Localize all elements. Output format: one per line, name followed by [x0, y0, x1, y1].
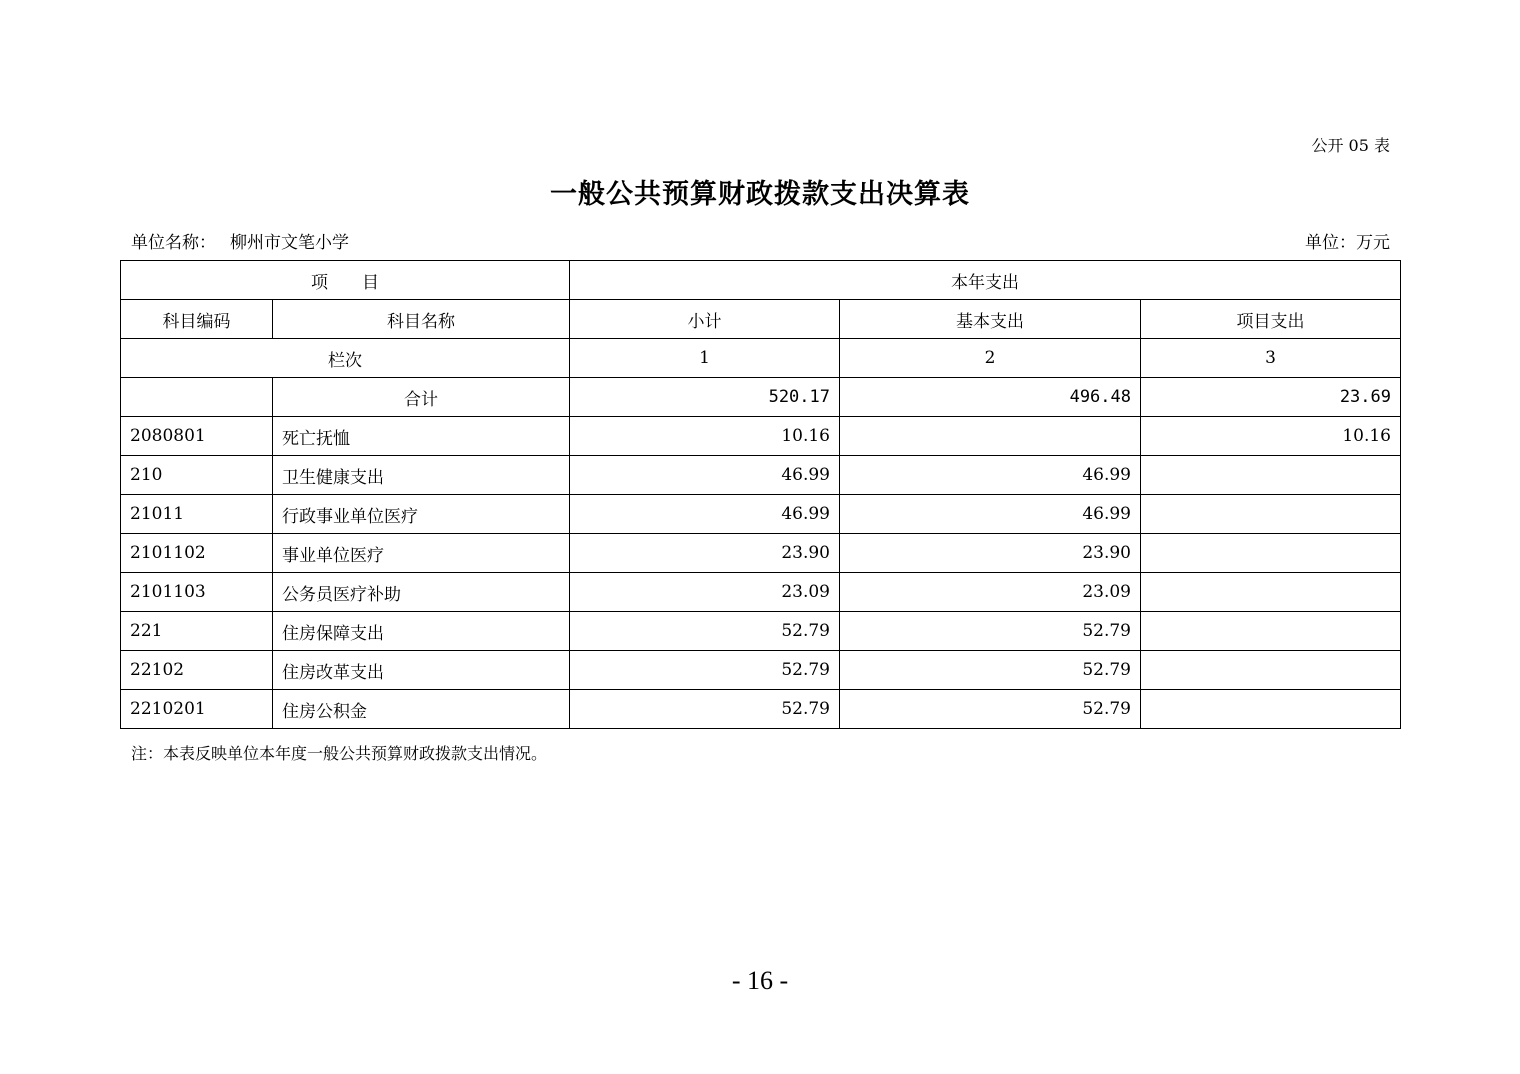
row-basic: 23.09	[840, 573, 1141, 612]
page-title: 一般公共预算财政拨款支出决算表	[550, 179, 970, 210]
total-code-cell	[121, 378, 273, 417]
row-code: 21011	[121, 495, 273, 534]
table-row	[121, 690, 1401, 729]
table-note: 注：本表反映单位本年度一般公共预算财政拨款支出情况。	[131, 744, 548, 763]
row-project: 10.16	[1141, 417, 1401, 456]
col-header-basic: 基本支出	[840, 300, 1141, 339]
row-subtotal: 52.79	[570, 690, 840, 729]
col-header-name: 科目名称	[273, 300, 570, 339]
row-basic	[840, 417, 1141, 456]
row-subtotal: 23.09	[570, 573, 840, 612]
header-row-1	[121, 261, 1401, 300]
table-row	[121, 573, 1401, 612]
expenditure-table	[120, 260, 1401, 729]
row-project	[1141, 651, 1401, 690]
page-number: - 16 -	[731, 966, 789, 995]
total-project: 23.69	[1141, 378, 1401, 417]
row-name: 住房公积金	[273, 690, 570, 729]
table-row	[121, 456, 1401, 495]
row-subtotal: 46.99	[570, 495, 840, 534]
header-current-year: 本年支出	[570, 261, 1401, 300]
col-header-project: 项目支出	[1141, 300, 1401, 339]
row-code: 2101103	[121, 573, 273, 612]
row-basic: 52.79	[840, 690, 1141, 729]
currency-unit: 单位：万元	[1305, 233, 1390, 253]
row-basic: 46.99	[840, 495, 1141, 534]
total-row	[121, 378, 1401, 417]
row-name: 卫生健康支出	[273, 456, 570, 495]
row-code: 22102	[121, 651, 273, 690]
row-code: 221	[121, 612, 273, 651]
unit-name-label: 单位名称：	[131, 233, 216, 253]
meta-row	[131, 228, 1390, 253]
row-name: 事业单位医疗	[273, 534, 570, 573]
table-row	[121, 651, 1401, 690]
row-project	[1141, 495, 1401, 534]
table-row	[121, 534, 1401, 573]
row-code: 2101102	[121, 534, 273, 573]
row-subtotal: 52.79	[570, 612, 840, 651]
row-index-label: 栏次	[121, 339, 570, 378]
row-name: 住房保障支出	[273, 612, 570, 651]
row-index-3: 3	[1141, 339, 1401, 378]
row-name: 住房改革支出	[273, 651, 570, 690]
unit-name-group	[131, 228, 349, 253]
row-subtotal: 10.16	[570, 417, 840, 456]
form-code: 公开 05 表	[1311, 136, 1390, 155]
table-row	[121, 495, 1401, 534]
total-basic: 496.48	[840, 378, 1141, 417]
row-index-1: 1	[570, 339, 840, 378]
row-index-row	[121, 339, 1401, 378]
table-row	[121, 417, 1401, 456]
unit-name: 柳州市文笔小学	[230, 233, 349, 253]
row-code: 2080801	[121, 417, 273, 456]
row-project	[1141, 573, 1401, 612]
row-project	[1141, 456, 1401, 495]
row-project	[1141, 534, 1401, 573]
row-project	[1141, 612, 1401, 651]
row-name: 行政事业单位医疗	[273, 495, 570, 534]
row-name: 死亡抚恤	[273, 417, 570, 456]
row-subtotal: 23.90	[570, 534, 840, 573]
header-row-2	[121, 300, 1401, 339]
row-subtotal: 46.99	[570, 456, 840, 495]
row-basic: 23.90	[840, 534, 1141, 573]
col-header-subtotal: 小计	[570, 300, 840, 339]
col-header-code: 科目编码	[121, 300, 273, 339]
row-subtotal: 52.79	[570, 651, 840, 690]
row-index-2: 2	[840, 339, 1141, 378]
row-basic: 46.99	[840, 456, 1141, 495]
header-item: 项 目	[121, 261, 570, 300]
total-subtotal: 520.17	[570, 378, 840, 417]
row-name: 公务员医疗补助	[273, 573, 570, 612]
total-label: 合计	[273, 378, 570, 417]
row-code: 2210201	[121, 690, 273, 729]
row-basic: 52.79	[840, 651, 1141, 690]
row-code: 210	[121, 456, 273, 495]
row-basic: 52.79	[840, 612, 1141, 651]
row-project	[1141, 690, 1401, 729]
table-row	[121, 612, 1401, 651]
